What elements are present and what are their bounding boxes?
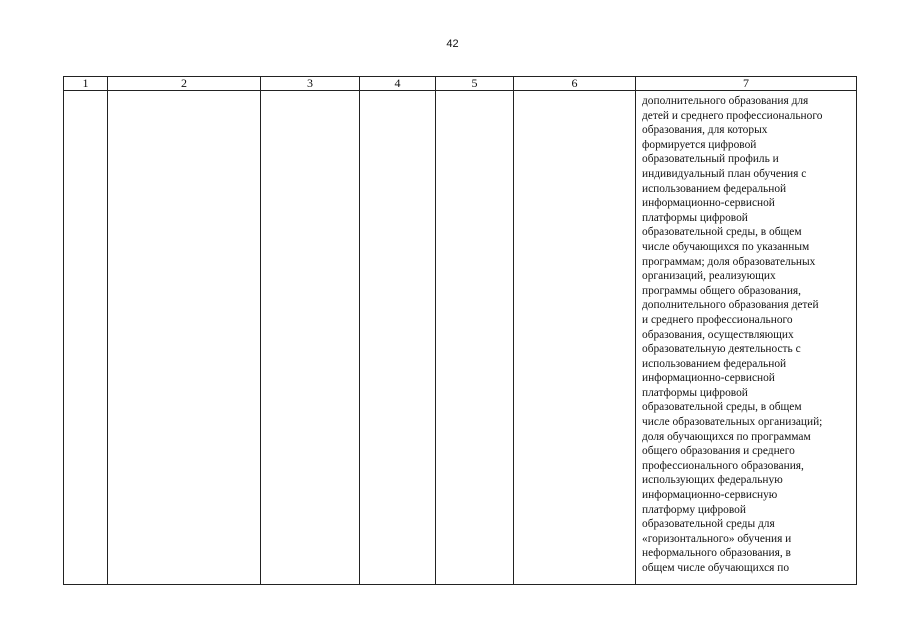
column-header-2: 2 (108, 77, 261, 91)
cell-text-line: образования, осуществляющих (642, 328, 794, 341)
cell-text-line: детей и среднего профессионального (642, 109, 823, 122)
cell-text-line: образовательной среды для (642, 518, 775, 531)
cell-text-line: образовательную деятельность с (642, 343, 801, 356)
cell-text-line: неформального образования, в (642, 547, 791, 560)
cell-text-line: программам; доля образовательных (642, 255, 816, 268)
cell-text-line: числе образовательных организаций; (642, 416, 823, 429)
column-header-4: 4 (360, 77, 436, 91)
cell-text-line: образовательный профиль и (642, 153, 779, 166)
page-number: 42 (446, 38, 459, 50)
cell-col-5 (436, 91, 514, 585)
cell-text-line: дополнительного образования для (642, 95, 809, 107)
table-row (64, 91, 857, 585)
cell-text-line: программы общего образования, (642, 284, 802, 297)
cell-text-line: числе обучающихся по указанным (642, 240, 810, 253)
cell-text-line: образовательной среды, в общем (642, 226, 802, 239)
cell-col-2 (108, 91, 261, 585)
cell-text-line: использованием федеральной (642, 357, 787, 370)
cell-text-line: дополнительного образования детей (642, 299, 819, 312)
table-header-row (64, 77, 857, 91)
document-table (63, 76, 857, 585)
cell-text-line: профессионального образования, (642, 459, 804, 472)
cell-text-line: платформы цифровой (642, 211, 748, 224)
cell-col-3 (261, 91, 360, 585)
cell-text-line: образовательной среды, в общем (642, 401, 802, 414)
cell-col-6 (514, 91, 636, 585)
column-header-6: 6 (514, 77, 636, 91)
column-header-3: 3 (261, 77, 360, 91)
cell-text-line: и среднего профессионального (642, 313, 793, 326)
cell-col-7 (636, 91, 857, 585)
cell-text-line: общем числе обучающихся по (642, 562, 790, 574)
cell-text-line: использующих федеральную (642, 474, 783, 487)
cell-col-1 (64, 91, 108, 585)
cell-text-line: платформы цифровой (642, 386, 748, 399)
cell-text-line: информационно-сервисную (642, 489, 778, 502)
cell-text-line: образования, для которых (642, 124, 768, 137)
cell-text-line: информационно-сервисной (642, 372, 775, 385)
cell-text-line: использованием федеральной (642, 182, 787, 195)
cell-text-line: доля обучающихся по программам (642, 430, 811, 443)
cell-text-line: формируется цифровой (642, 138, 757, 151)
column-header-1: 1 (64, 77, 108, 91)
cell-text-line: индивидуальный план обучения с (642, 167, 807, 180)
column-header-7: 7 (636, 77, 857, 91)
cell-text-line: «горизонтального» обучения и (642, 532, 792, 545)
cell-text-line: общего образования и среднего (642, 445, 795, 458)
cell-text-line: информационно-сервисной (642, 197, 775, 210)
cell-text-line: платформу цифровой (642, 503, 746, 516)
column-header-5: 5 (436, 77, 514, 91)
cell-col-4 (360, 91, 436, 585)
cell-text-line: организаций, реализующих (642, 270, 776, 283)
